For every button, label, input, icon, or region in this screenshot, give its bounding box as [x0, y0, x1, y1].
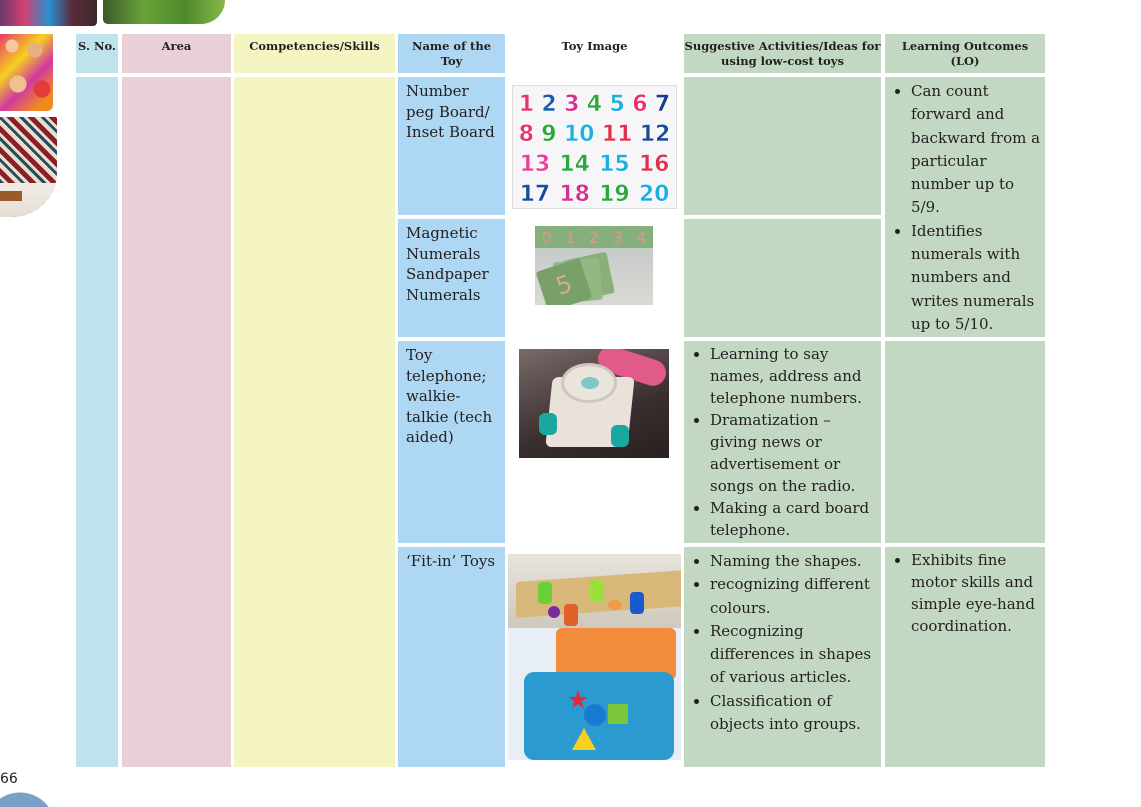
header-area: Area — [122, 34, 231, 73]
phone-wheel — [539, 413, 557, 435]
sno-cell — [76, 77, 118, 767]
header-sno: S. No. — [76, 34, 118, 73]
numeral: 3 — [612, 227, 623, 247]
peg-numeral: 16 — [638, 152, 670, 177]
triangle-shape — [572, 728, 596, 750]
shape-sorter-image — [508, 628, 681, 760]
activities-cell — [684, 547, 881, 767]
toy-telephone-image — [519, 349, 669, 458]
toy-image-cell — [508, 547, 681, 767]
numeral: 4 — [636, 227, 647, 247]
toy-name-fit-in-toys: ‘Fit-in’ Toys — [398, 547, 505, 767]
textile-photo — [0, 117, 57, 217]
peg-row — [515, 90, 674, 120]
peg-numeral: 19 — [599, 182, 630, 207]
peg-row — [515, 180, 674, 209]
peg — [538, 582, 552, 604]
peg-numeral: 1 — [518, 92, 534, 117]
peg — [608, 600, 622, 610]
numeral: 2 — [588, 227, 600, 247]
activity-item: recognizing different colours. — [688, 573, 877, 620]
header-competencies: Competencies/Skills — [234, 34, 395, 73]
numeral: 0 — [541, 227, 552, 247]
square-shape — [608, 704, 628, 724]
grass-photo — [103, 0, 225, 24]
number-peg-board-image — [512, 85, 677, 209]
peg-numeral: 7 — [654, 92, 671, 117]
peg — [564, 604, 578, 626]
peg-numeral: 20 — [638, 182, 670, 207]
outcomes-list — [885, 77, 1045, 336]
kites-photo — [0, 0, 97, 26]
peg-numeral: 17 — [519, 182, 551, 207]
learning-outcomes-cell-empty — [885, 341, 1045, 543]
activities-cell — [684, 341, 881, 543]
phone-wheel — [611, 425, 629, 447]
header-toy-image: Toy Image — [508, 34, 681, 73]
outcome-item: Exhibits fine motor skills and simple eye-hand coordination. — [889, 549, 1041, 637]
toy-image-cell — [508, 341, 681, 543]
outcome-item: Can count forward and backward from a particular number up to 5/9. — [889, 80, 1041, 220]
activities-cell-empty — [684, 219, 881, 337]
activity-item: Learning to say names, address and telephone numbers. — [688, 343, 877, 409]
peg — [630, 592, 644, 614]
peg-row — [515, 150, 674, 180]
peg-numeral: 6 — [632, 92, 648, 117]
peg-numeral: 15 — [599, 152, 630, 177]
numeral: 1 — [565, 227, 576, 247]
peg-numeral: 5 — [609, 92, 625, 117]
activity-item: Classification of objects into groups. — [688, 690, 877, 737]
outcomes-list — [885, 547, 1045, 637]
activity-item: Naming the shapes. — [688, 550, 877, 573]
toy-image-cell — [508, 77, 681, 215]
bottom-photo — [0, 788, 70, 807]
toy-name-telephone: Toy telephone; walkie-talkie (tech aided) — [398, 341, 505, 543]
peg-numeral: 9 — [541, 122, 557, 147]
peg-numeral: 12 — [639, 122, 671, 147]
peg-numeral: 3 — [564, 92, 580, 117]
peg — [590, 580, 604, 602]
learning-outcomes-cell — [885, 547, 1045, 767]
header-learning-outcomes: Learning Outcomes (LO) — [885, 34, 1045, 73]
peg — [548, 606, 560, 618]
activity-item: Dramatization – giving news or advertisement or songs on the radio. — [688, 409, 877, 497]
activity-item: Recognizing differences in shapes of various articles. — [688, 620, 877, 690]
outcome-item: Identifies numerals with numbers and writes numerals up to 5/10. — [889, 220, 1041, 336]
peg-row — [515, 120, 674, 150]
area-cell — [122, 77, 231, 767]
sandpaper-card-five: 5 — [536, 258, 593, 305]
learning-outcomes-cell — [885, 77, 1045, 337]
toy-name-magnetic-numerals: Magnetic Numerals Sandpaper Numerals — [398, 219, 505, 337]
activities-cell-empty — [684, 77, 881, 215]
toy-name-number-peg-board: Number peg Board/ Inset Board — [398, 77, 505, 215]
peg-numeral: 14 — [559, 152, 590, 177]
wooden-toy-photo — [0, 191, 22, 201]
peg-numeral: 18 — [559, 182, 590, 207]
header-activities: Suggestive Activities/Ideas for using low-cost toys — [684, 34, 881, 73]
peg-numeral: 8 — [518, 122, 534, 147]
peg-numeral: 11 — [601, 122, 633, 147]
competencies-cell — [234, 77, 395, 767]
sandpaper-numerals-image — [535, 226, 653, 305]
circle-shape — [584, 704, 606, 726]
peg-numeral: 10 — [563, 122, 595, 147]
dolls-photo — [0, 34, 53, 111]
toy-image-cell — [508, 219, 681, 337]
activity-item: Making a card board telephone. — [688, 497, 877, 541]
peg-numeral: 4 — [586, 92, 603, 117]
peg-numeral: 13 — [519, 152, 551, 177]
header-toy-name: Name of the Toy — [398, 34, 505, 73]
peg-hammer-toy-image — [508, 554, 681, 628]
peg-numeral: 2 — [541, 92, 557, 117]
sandpaper-strip — [535, 226, 653, 248]
page-number: 66 — [0, 771, 18, 787]
activities-list — [684, 341, 881, 541]
phone-dial — [561, 363, 617, 403]
activities-list — [684, 547, 881, 736]
